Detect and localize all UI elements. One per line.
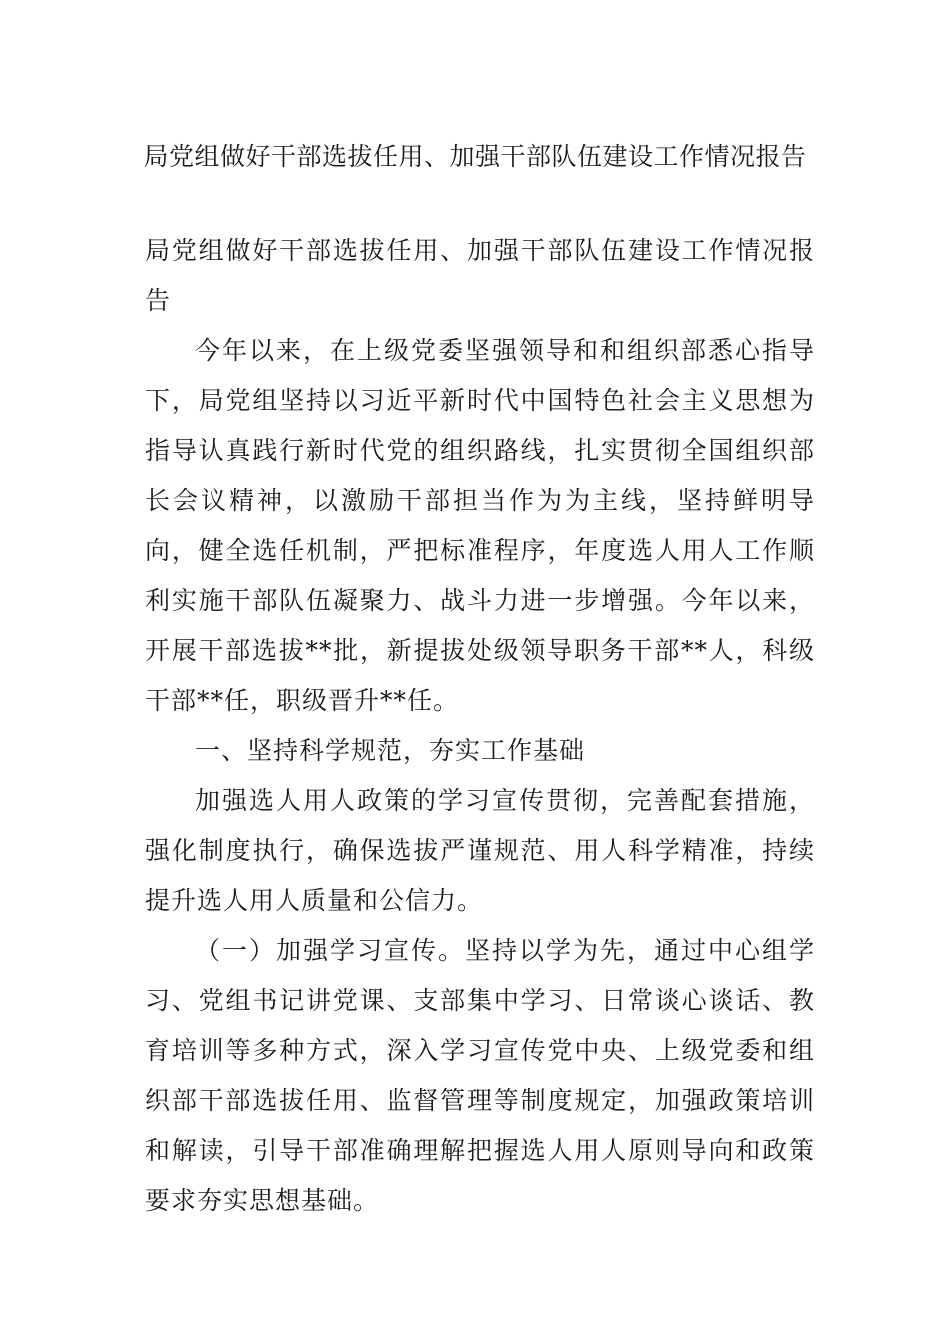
section-heading-1: 一、坚持科学规范，夯实工作基础	[195, 736, 586, 765]
document-subtitle: 局党组做好干部选拔任用、加强干部队伍建设工作情况报告	[145, 236, 815, 315]
document-title: 局党组做好干部选拔任用、加强干部队伍建设工作情况报告	[143, 142, 807, 171]
paragraph-intro: 今年以来，在上级党委坚强领导和和组织部悉心指导下，局党组坚持以习近平新时代中国特色社会主义思想为指导认真践行新时代党的组织路线，扎实贯彻全国组织部长会议精神，以激励干部担当作为为主线，坚持鲜明导向，健全选任机制，严把标准程序，年度选人用人工作顺利实施干部队伍凝聚力、战斗力进一步增强。今年以来，开展干部选拔**批，新提拔处级领导职务干部**人，科级干部**任，职级晋升**任。	[145, 336, 815, 715]
paragraph-subsection-1: （一）加强学习宣传。坚持以学为先，通过中心组学习、党组书记讲党课、支部集中学习、日常谈心谈话、教育培训等多种方式，深入学习宣传党中央、上级党委和组织部干部选拔任用、监督管理等制度规定，加强政策培训和解读，引导干部准确理解把握选人用人原则导向和政策要求夯实思想基础。	[145, 936, 815, 1215]
document-body	[145, 226, 815, 1226]
paragraph-section-1: 加强选人用人政策的学习宣传贯彻，完善配套措施，强化制度执行，确保选拔严谨规范、用人科学精准，持续提升选人用人质量和公信力。	[145, 786, 815, 915]
